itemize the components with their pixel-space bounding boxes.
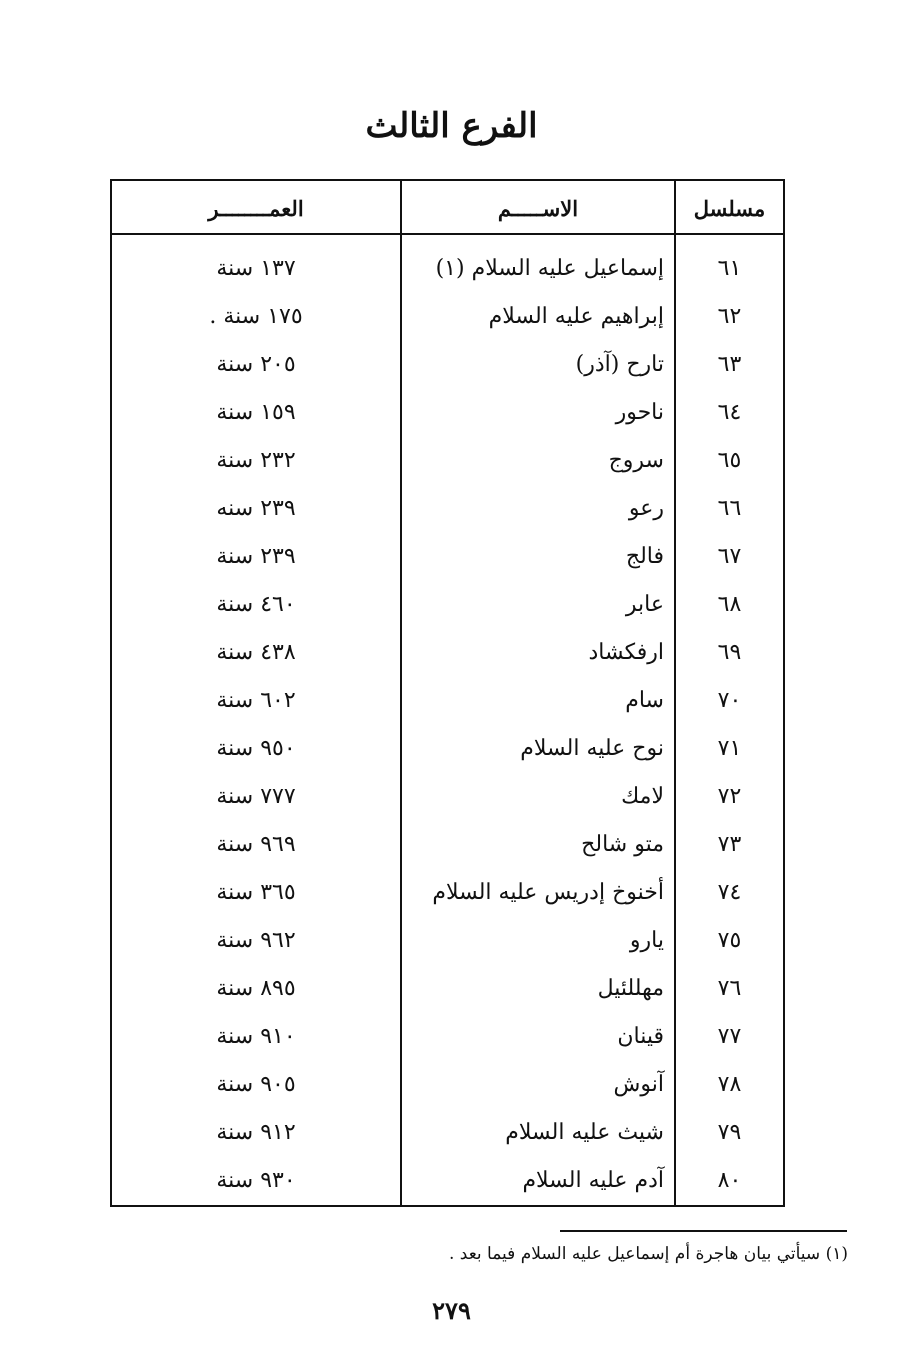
name-cell: أخنوخ إدريس عليه السلام <box>432 880 664 905</box>
table-row <box>112 629 783 677</box>
header-divider <box>112 233 783 235</box>
table-row <box>112 581 783 629</box>
serial-cell: ٦٢ <box>717 304 742 329</box>
serial-cell: ٦٦ <box>717 496 742 521</box>
serial-cell: ٧٥ <box>717 928 742 953</box>
serial-cell: ٦١ <box>717 256 742 281</box>
table-row <box>112 965 783 1013</box>
header-age: العمــــــــر <box>208 196 304 221</box>
name-cell: إسماعيل عليه السلام (١) <box>435 256 664 281</box>
name-cell: قينان <box>617 1024 664 1049</box>
name-cell: نوح عليه السلام <box>520 736 664 761</box>
table-row <box>112 1157 783 1205</box>
serial-cell: ٧٩ <box>717 1120 742 1145</box>
table-row <box>112 1013 783 1061</box>
table-row <box>112 437 783 485</box>
age-cell: ١٧٥ سنة . <box>209 304 303 329</box>
age-cell: ٤٣٨ سنة <box>216 640 296 665</box>
name-cell: آنوش <box>613 1072 664 1097</box>
table-row <box>112 1109 783 1157</box>
age-cell: ٦٠٢ سنة <box>216 688 296 713</box>
name-cell: سروج <box>608 448 664 473</box>
age-cell: ٤٦٠ سنة <box>216 592 296 617</box>
name-cell: مهللئيل <box>597 976 664 1001</box>
table-row <box>112 821 783 869</box>
serial-cell: ٧٨ <box>717 1072 742 1097</box>
table-row <box>112 677 783 725</box>
footnote: (١) سيأتي بيان هاجرة أم إسماعيل عليه السلام فيما بعد . <box>448 1244 848 1264</box>
page-title: الفرع الثالث <box>365 106 538 146</box>
serial-cell: ٦٨ <box>717 592 742 617</box>
lifespan-table <box>110 179 785 1207</box>
serial-cell: ٦٧ <box>717 544 742 569</box>
serial-cell: ٧٦ <box>717 976 742 1001</box>
age-cell: ١٣٧ سنة <box>216 256 296 281</box>
table-row <box>112 725 783 773</box>
name-cell: عابر <box>625 592 664 617</box>
table-row <box>112 293 783 341</box>
table-row <box>112 245 783 293</box>
age-cell: ٢٠٥ سنة <box>216 352 296 377</box>
name-cell: رعو <box>628 496 664 521</box>
name-cell: ناحور <box>615 400 664 425</box>
table-row <box>112 869 783 917</box>
name-cell: لامك <box>621 784 664 809</box>
age-cell: ٩٥٠ سنة <box>216 736 296 761</box>
table-row <box>112 533 783 581</box>
name-cell: ارفكشاد <box>588 640 664 665</box>
age-cell: ٩٦٢ سنة <box>216 928 296 953</box>
serial-cell: ٧٢ <box>717 784 742 809</box>
name-cell: متو شالح <box>581 832 664 857</box>
name-cell: فالج <box>625 544 664 569</box>
age-cell: ٩١٠ سنة <box>216 1024 296 1049</box>
serial-cell: ٧٠ <box>717 688 742 713</box>
name-cell: آدم عليه السلام <box>522 1168 664 1193</box>
serial-cell: ٧١ <box>717 736 742 761</box>
age-cell: ١٥٩ سنة <box>216 400 296 425</box>
serial-cell: ٦٥ <box>717 448 742 473</box>
age-cell: ٧٧٧ سنة <box>216 784 296 809</box>
serial-cell: ٦٩ <box>717 640 742 665</box>
age-cell: ٩٦٩ سنة <box>216 832 296 857</box>
name-cell: تارح (آذر) <box>575 352 664 377</box>
serial-cell: ٨٠ <box>717 1168 742 1193</box>
serial-cell: ٧٤ <box>717 880 742 905</box>
table-row <box>112 1061 783 1109</box>
serial-cell: ٧٧ <box>717 1024 742 1049</box>
table-row <box>112 485 783 533</box>
name-cell: سام <box>625 688 664 713</box>
name-cell: يارو <box>629 928 664 953</box>
age-cell: ٢٣٢ سنة <box>216 448 296 473</box>
age-cell: ٣٦٥ سنة <box>216 880 296 905</box>
age-cell: ٩٣٠ سنة <box>216 1168 296 1193</box>
age-cell: ٢٣٩ سنة <box>216 544 296 569</box>
age-cell: ٢٣٩ سنه <box>216 496 296 521</box>
page-number: ٢٧٩ <box>432 1296 471 1325</box>
serial-cell: ٦٣ <box>717 352 742 377</box>
footnote-divider <box>560 1230 847 1232</box>
header-name: الاســـــم <box>497 196 579 221</box>
serial-cell: ٧٣ <box>717 832 742 857</box>
age-cell: ٨٩٥ سنة <box>216 976 296 1001</box>
table-row <box>112 773 783 821</box>
name-cell: شيث عليه السلام <box>505 1120 664 1145</box>
header-serial: مسلسل <box>693 196 766 221</box>
table-row <box>112 389 783 437</box>
name-cell: إبراهيم عليه السلام <box>488 304 664 329</box>
table-row <box>112 341 783 389</box>
age-cell: ٩١٢ سنة <box>216 1120 296 1145</box>
table-row <box>112 917 783 965</box>
age-cell: ٩٠٥ سنة <box>216 1072 296 1097</box>
serial-cell: ٦٤ <box>717 400 742 425</box>
